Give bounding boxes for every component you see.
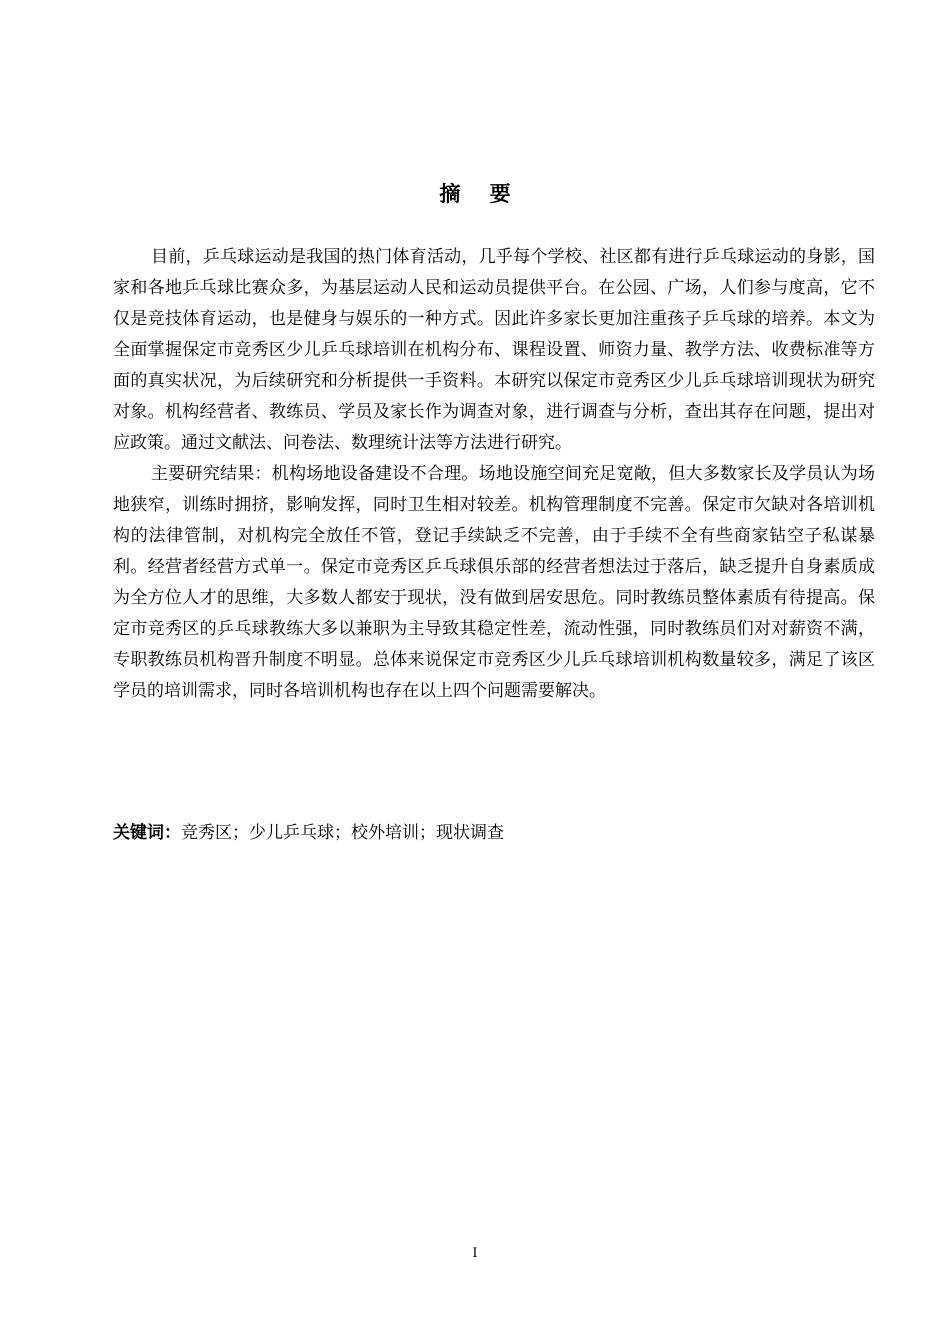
- abstract-paragraph-2: 主要研究结果：机构场地设备建设不合理。场地设施空间充足宽敞，但大多数家长及学员认为场地狭窄，训练时拥挤，影响发挥，同时卫生相对较差。机构管理制度不完善。保定市欠缺对各培训机构的法律管制，对机构完全放任不管，登记手续缺乏不完善，由于手续不全有些商家钻空子私谋暴利。经营者经营方式单一。保定市竞秀区乒乓球俱乐部的经营者想法过于落后，缺乏提升自身素质成为全方位人才的思维，大多数人都安于现状，没有做到居安思危。同时教练员整体素质有待提高。保定市竞秀区的乒乓球教练大多以兼职为主导致其稳定性差，流动性强，同时教练员们对对薪资不满，专职教练员机构晋升制度不明显。总体来说保定市竞秀区少儿乒乓球培训机构数量较多，满足了该区学员的培训需求，同时各培训机构也存在以上四个问题需要解决。: [113, 464, 875, 701]
- keywords-line: [113, 818, 875, 849]
- abstract-paragraph-1: 目前，乒乓球运动是我国的热门体育活动，几乎每个学校、社区都有进行乒乓球运动的身影，国家和各地乒乓球比赛众多，为基层运动人民和运动员提供平台。在公园、广场，人们参与度高，它不仅是竞技体育运动，也是健身与娱乐的一种方式。因此许多家长更加注重孩子乒乓球的培养。本文为全面掌握保定市竞秀区少儿乒乓球培训在机构分布、课程设置、师资力量、教学方法、收费标准等方面的真实状况，为后续研究和分析提供一手资料。本研究以保定市竞秀区少儿乒乓球培训现状为研究对象。机构经营者、教练员、学员及家长作为调查对象，进行调查与分析，查出其存在问题，提出对应政策。通过文献法、问卷法、数理统计法等方法进行研究。: [113, 247, 875, 453]
- abstract-body: [113, 242, 875, 707]
- abstract-title: 摘 要: [439, 182, 511, 206]
- keywords-text: 竞秀区；少儿乒乓球；校外培训；现状调查: [181, 823, 504, 843]
- keywords-label: 关键词：: [113, 823, 181, 843]
- page-number: I: [472, 1246, 478, 1261]
